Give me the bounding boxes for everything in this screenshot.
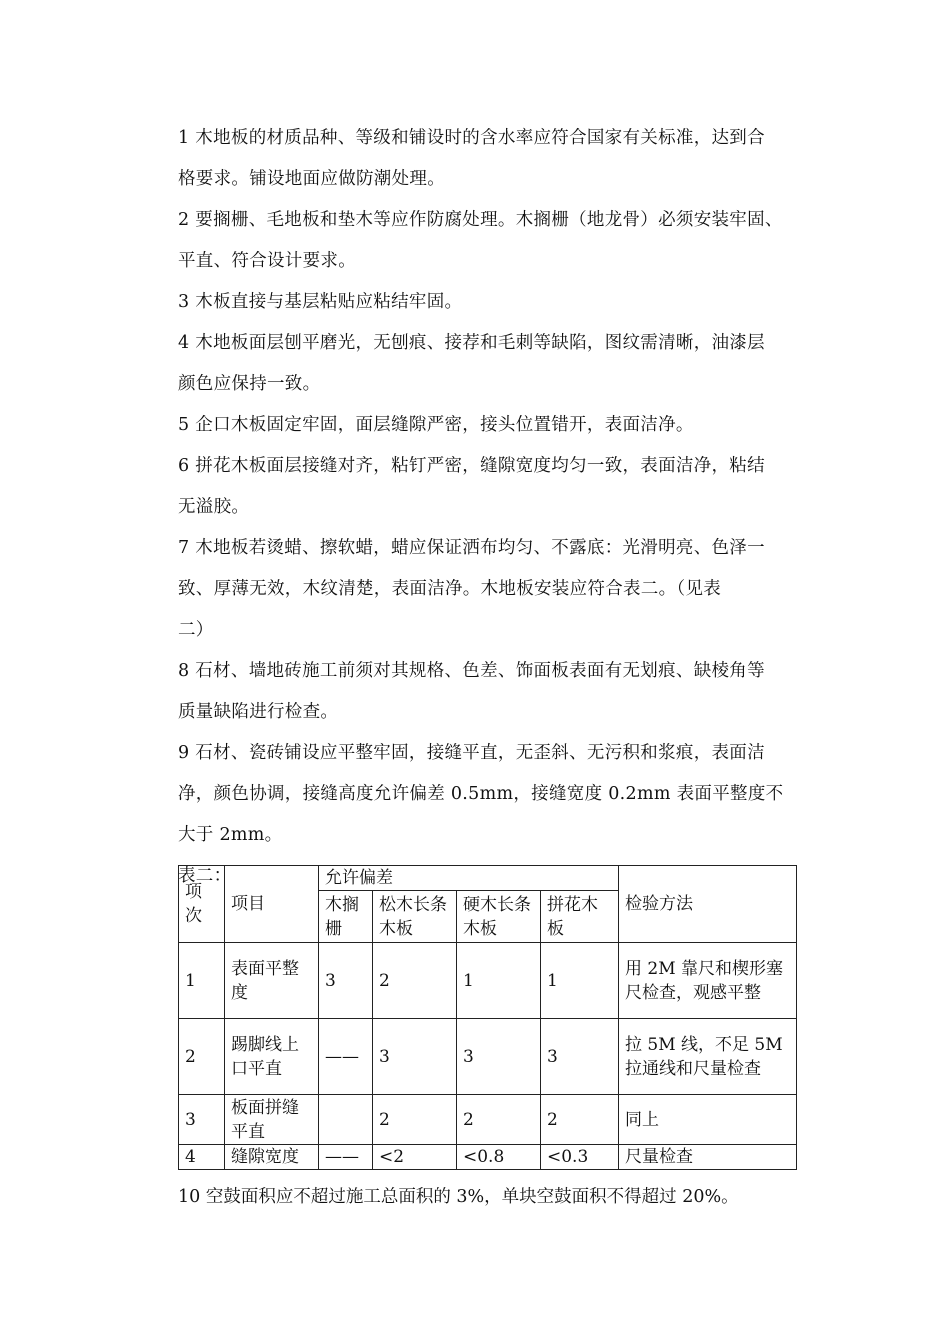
cell-value: <0.8 [457, 1145, 541, 1170]
header-col: 木搁栅 [319, 891, 373, 943]
cell-value: —— [319, 1145, 373, 1170]
table-row [179, 1145, 797, 1170]
header-col: 松木长条木板 [373, 891, 457, 943]
cell-value: 2 [373, 1095, 457, 1145]
text-line: 7 木地板若烫蜡、擦软蜡，蜡应保证洒布均匀、不露底：光滑明亮、色泽一 [178, 538, 765, 558]
text-line: 5 企口木板固定牢固，面层缝隙严密，接头位置错开，表面洁净。 [178, 415, 694, 435]
text-line: 9 石材、瓷砖铺设应平整牢固，接缝平直，无歪斜、无污积和浆痕，表面洁 [178, 743, 765, 763]
cell-value: 2 [373, 943, 457, 1019]
cell-value [319, 1095, 373, 1145]
table-row [179, 1019, 797, 1095]
text-line: 大于 2mm。 [178, 825, 283, 845]
cell-value: <2 [373, 1145, 457, 1170]
cell-value: 3 [319, 943, 373, 1019]
text-line: 质量缺陷进行检查。 [178, 702, 339, 722]
text-line: 格要求。铺设地面应做防潮处理。 [178, 169, 445, 189]
paragraph [178, 528, 818, 651]
cell-value: 1 [457, 943, 541, 1019]
cell-value: 3 [457, 1019, 541, 1095]
cell-value: 3 [541, 1019, 619, 1095]
paragraph-10: 10 空鼓面积应不超过施工总面积的 3%，单块空鼓面积不得超过 20%。 [178, 1186, 739, 1207]
table-header-row [179, 866, 797, 891]
paragraph [178, 118, 818, 200]
cell-item: 缝隙宽度 [225, 1145, 319, 1170]
text-line: 表二： [178, 866, 232, 886]
cell-item: 板面拼缝平直 [225, 1095, 319, 1145]
text-line: 平直、符合设计要求。 [178, 251, 356, 271]
cell-value: 3 [373, 1019, 457, 1095]
text-line: 二） [178, 620, 214, 640]
text-line: 颜色应保持一致。 [178, 374, 321, 394]
header-item: 项目 [225, 866, 319, 943]
cell-value: <0.3 [541, 1145, 619, 1170]
paragraph [178, 200, 818, 282]
paragraph [178, 733, 818, 856]
table-row [179, 943, 797, 1019]
cell-method: 用 2M 靠尺和楔形塞尺检查，观感平整 [619, 943, 797, 1019]
header-col: 拼花木板 [541, 891, 619, 943]
header-seq: 项次 [179, 866, 225, 943]
text-line: 1 木地板的材质品种、等级和铺设时的含水率应符合国家有关标准，达到合 [178, 128, 765, 148]
cell-value: 2 [541, 1095, 619, 1145]
cell-value: 2 [457, 1095, 541, 1145]
paragraph [178, 651, 818, 733]
cell-seq: 1 [179, 943, 225, 1019]
cell-item: 踢脚线上口平直 [225, 1019, 319, 1095]
text-line: 无溢胶。 [178, 497, 250, 517]
cell-item: 表面平整度 [225, 943, 319, 1019]
cell-seq: 3 [179, 1095, 225, 1145]
paragraph [178, 323, 818, 405]
text-line: 3 木板直接与基层粘贴应粘结牢固。 [178, 292, 463, 312]
text-line: 4 木地板面层刨平磨光，无刨痕、接荐和毛刺等缺陷，图纹需清晰，油漆层 [178, 333, 765, 353]
header-col: 硬木长条木板 [457, 891, 541, 943]
paragraph [178, 446, 818, 528]
cell-value: 1 [541, 943, 619, 1019]
text-line: 致、厚薄无效，木纹清楚，表面洁净。木地板安装应符合表二。（见表 [178, 579, 722, 599]
cell-method: 拉 5M 线，不足 5M 拉通线和尺量检查 [619, 1019, 797, 1095]
cell-seq: 4 [179, 1145, 225, 1170]
text-line: 6 拼花木板面层接缝对齐，粘钉严密，缝隙宽度均匀一致，表面洁净，粘结 [178, 456, 765, 476]
text-line: 2 要搁栅、毛地板和垫木等应作防腐处理。木搁栅（地龙骨）必须安装牢固、 [178, 210, 783, 230]
cell-method: 尺量检查 [619, 1145, 797, 1170]
paragraph [178, 405, 818, 446]
header-allowed-deviation: 允许偏差 [319, 866, 619, 891]
header-method: 检验方法 [619, 866, 797, 943]
text-line: 8 石材、墙地砖施工前须对其规格、色差、饰面板表面有无划痕、缺棱角等 [178, 661, 765, 681]
table-row [179, 1095, 797, 1145]
cell-method: 同上 [619, 1095, 797, 1145]
text-line: 净，颜色协调，接缝高度允许偏差 0.5mm，接缝宽度 0.2mm 表面平整度不 [178, 784, 784, 804]
cell-seq: 2 [179, 1019, 225, 1095]
cell-value: —— [319, 1019, 373, 1095]
paragraph [178, 282, 818, 323]
tolerance-table [178, 865, 797, 1170]
